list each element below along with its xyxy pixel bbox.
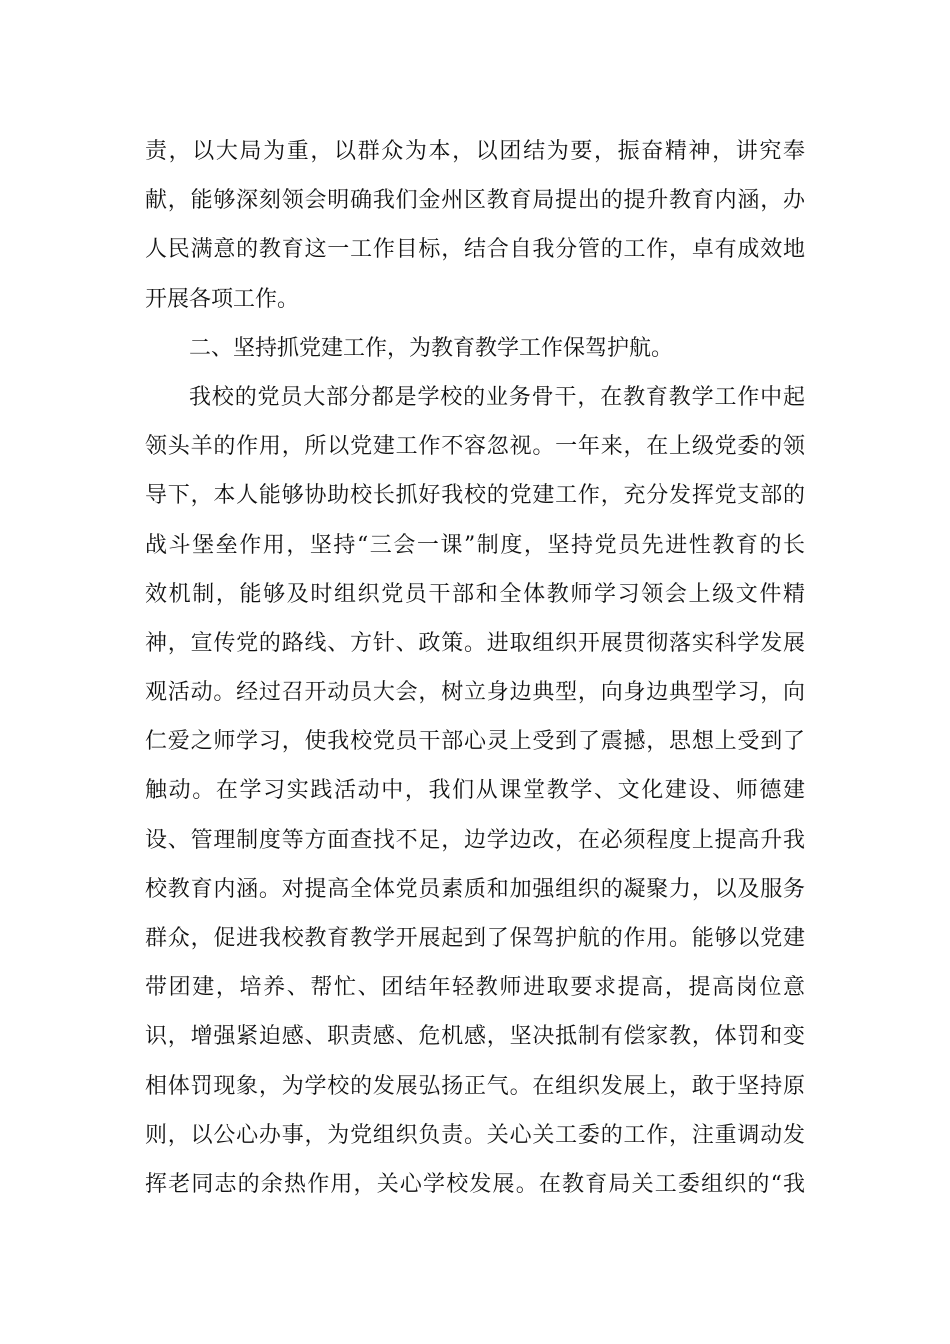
text-line: 设、管理制度等方面查找不足，边学边改，在必须程度上提高升我 <box>145 827 805 853</box>
text-line: 挥老同志的余热作用，关心学校发展。在教育局关工委组织的“我 <box>145 1171 805 1197</box>
document-body <box>145 132 805 1214</box>
text-line: 献，能够深刻领会明确我们金州区教育局提出的提升教育内涵，办 <box>145 188 805 214</box>
text-line: 仁爱之师学习，使我校党员干部心灵上受到了震撼，思想上受到了 <box>145 729 805 755</box>
text-line: 神，宣传党的路线、方针、政策。进取组织开展贯彻落实科学发展 <box>145 630 805 656</box>
text-line: 我校的党员大部分都是学校的业务骨干，在教育教学工作中起 <box>189 384 805 410</box>
text-line: 则，以公心办事，为党组织负责。关心关工委的工作，注重调动发 <box>145 1122 805 1148</box>
text-line: 战斗堡垒作用，坚持“三会一课”制度，坚持党员先进性教育的长 <box>145 532 805 558</box>
text-line: 开展各项工作。 <box>145 286 300 312</box>
text-line: 人民满意的教育这一工作目标，结合自我分管的工作，卓有成效地 <box>145 237 805 263</box>
text-line: 识，增强紧迫感、职责感、危机感，坚决抵制有偿家教，体罚和变 <box>145 1024 805 1050</box>
text-line: 领头羊的作用，所以党建工作不容忽视。一年来，在上级党委的领 <box>145 434 805 460</box>
text-line: 触动。在学习实践活动中，我们从课堂教学、文化建设、师德建 <box>145 778 805 804</box>
text-line: 带团建，培养、帮忙、团结年轻教师进取要求提高，提高岗位意 <box>145 975 805 1001</box>
text-line: 导下，本人能够协助校长抓好我校的党建工作，充分发挥党支部的 <box>145 483 805 509</box>
section-heading: 二、坚持抓党建工作，为教育教学工作保驾护航。 <box>189 335 674 361</box>
text-line: 相体罚现象，为学校的发展弘扬正气。在组织发展上，敢于坚持原 <box>145 1073 805 1099</box>
text-line: 责，以大局为重，以群众为本，以团结为要，振奋精神，讲究奉 <box>145 139 805 164</box>
text-line: 效机制，能够及时组织党员干部和全体教师学习领会上级文件精 <box>145 581 805 607</box>
text-line: 校教育内涵。对提高全体党员素质和加强组织的凝聚力，以及服务 <box>145 876 805 902</box>
text-line: 群众，促进我校教育教学开展起到了保驾护航的作用。能够以党建 <box>145 926 805 951</box>
text-line: 观活动。经过召开动员大会，树立身边典型，向身边典型学习，向 <box>145 680 805 706</box>
